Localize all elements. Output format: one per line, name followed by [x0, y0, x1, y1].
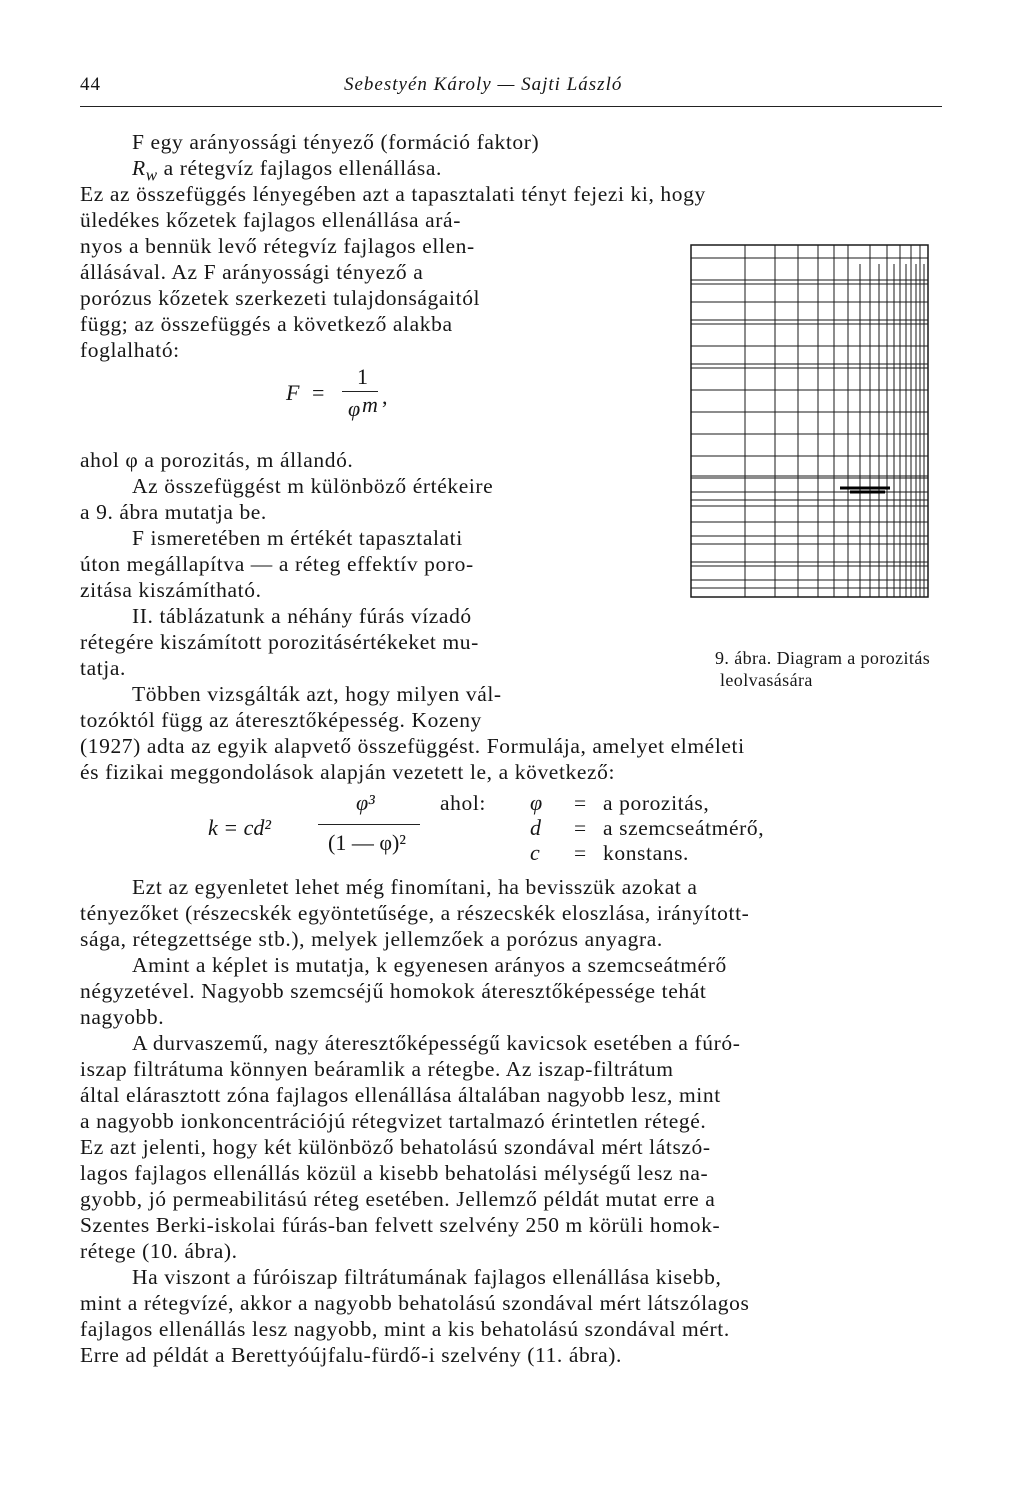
p3-line-13: gyobb, jó permeabilitású réteg esetében. Jellemző példát mutat erre a [80, 1187, 716, 1211]
diagram-horizontal-grid [691, 258, 928, 588]
p2-line-6: zitása kiszámítható. [80, 578, 262, 602]
rw-symbol: R [132, 156, 146, 180]
p2-line-11: tozóktól függ az áteresztőképesség. Kozeny [80, 708, 482, 732]
p1-line-6: függ; az összefüggés a következő alakba [80, 312, 453, 336]
porosity-diagram-figure [690, 244, 930, 600]
f2-def-sym-1: φ [530, 790, 543, 815]
p2-line-1: ahol φ a porozitás, m állandó. [80, 448, 354, 472]
running-title: Sebestyén Károly — Sajti László [344, 74, 623, 95]
p3-line-15: rétege (10. ábra). [80, 1239, 238, 1263]
rw-subscript: w [145, 165, 158, 185]
p2-line-5: úton megállapítva — a réteg effektív poro- [80, 552, 474, 576]
p3-line-16: Ha viszont a fúróiszap filtrátumának fajlagos ellenállása kisebb, [132, 1265, 722, 1289]
p2-line-12: (1927) adta az egyik alapvető összefüggést. Formulája, amelyet elméleti [80, 734, 745, 758]
p2-line-8: rétegére kiszámított porozitásértékeket mu- [80, 630, 479, 654]
p3-line-6: nagyobb. [80, 1005, 165, 1029]
p1-line-1: Ez az összefüggés lényegében azt a tapasztalati tényt fejezi ki, hogy [80, 182, 706, 206]
f2-def-text-1: a porozitás, [603, 791, 710, 815]
p3-line-3: sága, rétegzettsége stb.), melyek jellemzőek a porózus anyagra. [80, 927, 663, 951]
p3-line-10: a nagyobb ionkoncentrációjú rétegvizet tartalmazó érintetlen rétegé. [80, 1109, 707, 1133]
p3-line-1: Ezt az egyenletet lehet még finomítani, ha bevisszük azokat a [132, 875, 698, 899]
p3-line-2: tényezőket (részecskék egyöntetűsége, a részecskék eloszlása, irányított- [80, 901, 750, 925]
p1-line-5: porózus kőzetek szerkezeti tulajdonságaitól [80, 286, 481, 310]
p3-line-4: Amint a képlet is mutatja, k egyenesen arányos a szemcseátmérő [132, 953, 727, 977]
f2-def-eq-1: = [574, 791, 587, 815]
p3-line-9: által elárasztott zóna fajlagos ellenállása általában nagyobb lesz, mint [80, 1083, 721, 1107]
p3-line-14: Szentes Berki-iskolai fúrás-ban felvett szelvény 250 m körüli homok- [80, 1213, 721, 1237]
f1-den-exp: m [362, 392, 378, 417]
header-rule [80, 106, 942, 107]
f1-lhs: F [286, 380, 300, 405]
p2-line-4: F ismeretében m értékét tapasztalati [132, 526, 463, 550]
f1-num: 1 [357, 364, 368, 389]
p2-line-9: tatja. [80, 656, 126, 680]
page-header [80, 74, 942, 102]
f2-def-text-3: konstans. [603, 841, 690, 865]
p3-line-11: Ez azt jelenti, hogy két különböző behatolású szondával mért látszó- [80, 1135, 711, 1159]
p3-line-5: négyzetével. Nagyobb szemcséjű homokok áteresztőképessége tehát [80, 979, 707, 1003]
figure-caption-line-1: 9. ábra. Diagram a porozitás [715, 648, 931, 668]
f2-ahol: ahol: [440, 791, 486, 815]
f2-def-sym-2: d [530, 815, 541, 840]
page-number: 44 [80, 74, 101, 95]
f2-lhs: k = cd² [208, 815, 271, 840]
f1-comma: , [382, 384, 388, 409]
p3-line-12: lagos fajlagos ellenállás közül a kisebb behatolási mélységű lesz na- [80, 1161, 709, 1185]
p3-line-17: mint a rétegvízé, akkor a nagyobb behatolású szondával mért látszólagos [80, 1291, 750, 1315]
p2-line-13: és fizikai meggondolások alapján vezetett le, a következő: [80, 760, 616, 784]
p3-line-19: Erre ad példát a Berettyóújfalu-fürdő-i szelvény (11. ábra). [80, 1343, 623, 1367]
p1-line-7: foglalható: [80, 338, 180, 362]
p3-line-18: fajlagos ellenállás lesz nagyobb, mint a kis behatolású szondával mért. [80, 1317, 730, 1341]
p1-line-2: üledékes kőzetek fajlagos ellenállása ará- [80, 208, 461, 232]
f2-num: φ³ [356, 790, 375, 815]
def-formation-factor: F egy arányossági tényező (formáció faktor) [132, 130, 540, 154]
f2-def-eq-2: = [574, 816, 587, 840]
p2-line-3: a 9. ábra mutatja be. [80, 500, 267, 524]
rw-text: a rétegvíz fajlagos ellenállása. [163, 156, 442, 180]
p1-line-3: nyos a bennük levő rétegvíz fajlagos ellen- [80, 234, 475, 258]
f2-den: (1 — φ)² [328, 830, 406, 855]
p3-line-8: iszap filtrátuma könnyen beáramlik a rétegbe. Az iszap-filtrátum [80, 1057, 674, 1081]
figure-caption-line-2: leolvasására [720, 670, 813, 690]
f2-def-sym-3: c [530, 840, 540, 865]
p2-line-10: Többen vizsgálták azt, hogy milyen vál- [132, 682, 502, 706]
f2-fraction-bar [318, 824, 420, 825]
p2-line-2: Az összefüggést m különböző értékeire [132, 474, 494, 498]
p2-line-7: II. táblázatunk a néhány fúrás vízadó [132, 604, 472, 628]
f2-def-text-2: a szemcseátmérő, [603, 816, 765, 840]
p1-line-4: állásával. Az F arányossági tényező a [80, 260, 424, 284]
f2-def-eq-3: = [574, 841, 587, 865]
f1-den-base: φ [348, 396, 361, 421]
f1-eq: = [312, 380, 325, 405]
p3-line-7: A durvaszemű, nagy áteresztőképességű kavicsok esetében a fúró- [132, 1031, 741, 1055]
